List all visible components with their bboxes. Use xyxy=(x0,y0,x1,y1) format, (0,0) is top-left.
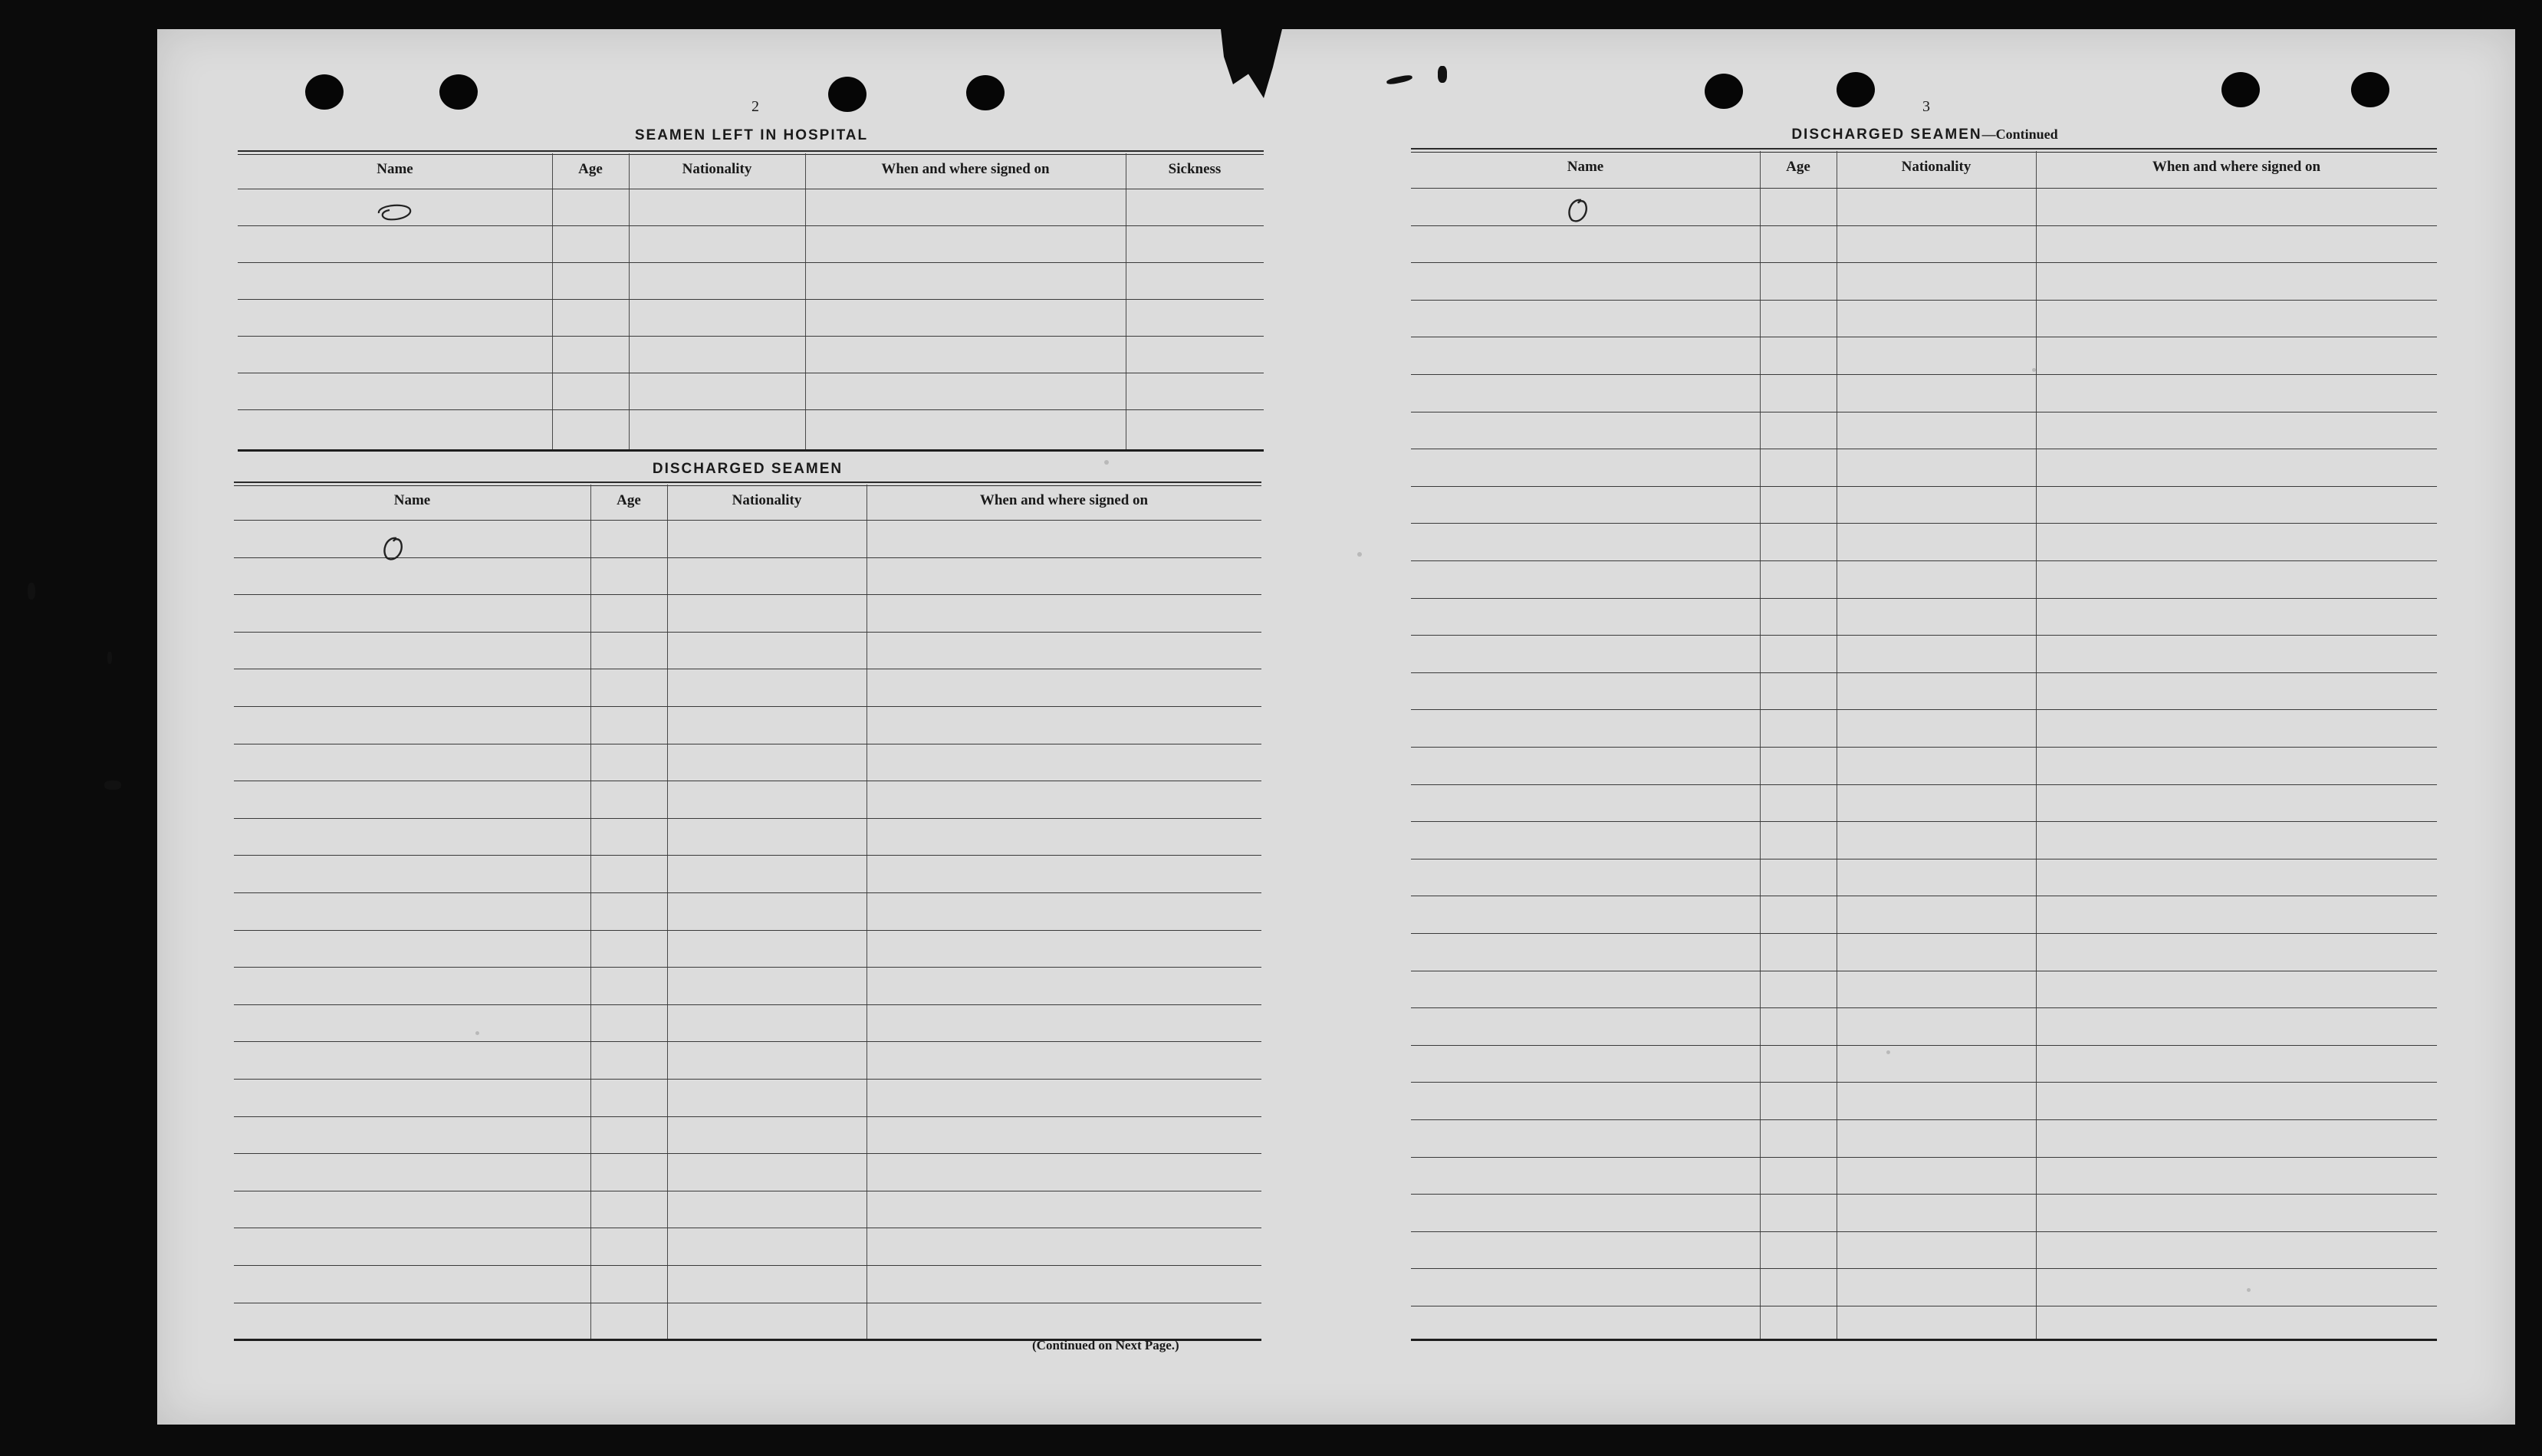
column-header-age: Age xyxy=(617,492,641,508)
table-row xyxy=(234,818,1261,819)
punch-hole xyxy=(1837,72,1875,107)
table-row xyxy=(1411,262,2437,263)
table-row xyxy=(1411,598,2437,599)
table-header-row xyxy=(234,492,1261,515)
punch-hole xyxy=(439,74,478,110)
table-bottom-rule xyxy=(238,449,1264,452)
table-row xyxy=(1411,635,2437,636)
column-header-nationality: Nationality xyxy=(682,161,752,177)
punch-hole xyxy=(2221,72,2260,107)
discharged-continued-title-suffix: —Continued xyxy=(1981,127,2058,142)
table-header-row xyxy=(238,161,1264,184)
table-row xyxy=(238,336,1264,337)
dust-speck xyxy=(475,1031,479,1035)
discharged-section-title: DISCHARGED SEAMEN xyxy=(652,461,843,477)
table-top-rule xyxy=(234,481,1261,486)
column-divider xyxy=(629,153,630,450)
table-row xyxy=(1411,1268,2437,1269)
table-row xyxy=(234,1153,1261,1154)
table-row xyxy=(1411,1157,2437,1158)
punch-hole xyxy=(828,77,867,112)
discharged-table xyxy=(234,481,1261,1340)
table-row xyxy=(1411,784,2437,785)
table-row xyxy=(234,1041,1261,1042)
table-row xyxy=(234,967,1261,968)
discharged-continued-table xyxy=(1411,148,2437,1340)
table-row xyxy=(1411,188,2437,189)
column-header-nationality: Nationality xyxy=(732,492,802,508)
column-divider xyxy=(590,485,591,1340)
column-header-age: Age xyxy=(1786,159,1810,175)
table-row xyxy=(234,930,1261,931)
table-bottom-rule xyxy=(1411,1339,2437,1341)
ink-speck xyxy=(1438,66,1447,83)
table-row xyxy=(238,409,1264,410)
dust-speck xyxy=(1104,460,1109,465)
table-row xyxy=(234,632,1261,633)
page-number-left: 2 xyxy=(751,98,759,115)
discharged-continued-title xyxy=(1718,127,2132,143)
table-row xyxy=(1411,1082,2437,1083)
table-row xyxy=(1411,672,2437,673)
table-row xyxy=(234,892,1261,893)
table-row xyxy=(1411,1007,2437,1008)
handwritten-zero-mark xyxy=(373,201,419,224)
table-row xyxy=(1411,747,2437,748)
column-header-sickness: Sickness xyxy=(1168,161,1222,177)
table-top-rule xyxy=(1411,148,2437,153)
dust-speck xyxy=(2032,368,2036,372)
column-header-signed-on: When and where signed on xyxy=(881,161,1050,177)
column-divider xyxy=(1760,151,1761,1340)
table-row xyxy=(1411,1231,2437,1232)
table-row xyxy=(234,520,1261,521)
hospital-section-title: SEAMEN LEFT IN HOSPITAL xyxy=(634,127,869,143)
table-row xyxy=(234,706,1261,707)
column-header-name: Name xyxy=(1567,159,1604,175)
table-row xyxy=(238,262,1264,263)
table-row xyxy=(234,1079,1261,1080)
column-divider xyxy=(2036,151,2037,1340)
continued-footer-note: (Continued on Next Page.) xyxy=(1032,1338,1179,1352)
table-row xyxy=(1411,1045,2437,1046)
table-top-rule xyxy=(238,150,1264,155)
punch-hole xyxy=(966,75,1005,110)
table-row xyxy=(1411,709,2437,710)
column-header-nationality: Nationality xyxy=(1901,159,1971,175)
column-header-signed-on: When and where signed on xyxy=(979,492,1149,508)
column-divider xyxy=(667,485,668,1340)
handwritten-zero-mark xyxy=(1561,196,1595,226)
table-row xyxy=(1411,486,2437,487)
table-row xyxy=(238,299,1264,300)
table-row xyxy=(234,1265,1261,1266)
table-header-row xyxy=(1411,159,2437,182)
column-header-name: Name xyxy=(377,161,413,177)
punch-hole xyxy=(2351,72,2389,107)
column-header-name: Name xyxy=(393,492,431,508)
ink-speck xyxy=(28,583,35,600)
ink-speck xyxy=(107,652,112,664)
hospital-table xyxy=(238,150,1264,453)
column-divider xyxy=(805,153,806,450)
table-row xyxy=(1411,374,2437,375)
table-row xyxy=(234,594,1261,595)
page-number-right: 3 xyxy=(1922,98,1930,115)
table-row xyxy=(1411,300,2437,301)
column-header-signed-on: When and where signed on xyxy=(2152,159,2321,175)
table-row xyxy=(234,1116,1261,1117)
table-row xyxy=(1411,1119,2437,1120)
table-row xyxy=(1411,560,2437,561)
table-row xyxy=(238,225,1264,226)
table-row xyxy=(234,1004,1261,1005)
dust-speck xyxy=(2247,1288,2251,1292)
table-row xyxy=(1411,821,2437,822)
table-row xyxy=(1411,523,2437,524)
punch-hole xyxy=(1705,74,1743,109)
table-row xyxy=(234,855,1261,856)
discharged-continued-title-main: DISCHARGED SEAMEN xyxy=(1791,127,1982,143)
handwritten-zero-mark xyxy=(377,534,410,564)
ink-speck xyxy=(104,781,121,790)
dust-speck xyxy=(1357,552,1362,557)
table-row xyxy=(1411,933,2437,934)
dust-speck xyxy=(1886,1050,1890,1054)
table-row xyxy=(1411,1194,2437,1195)
column-divider xyxy=(552,153,553,450)
column-header-age: Age xyxy=(578,161,603,177)
punch-hole xyxy=(305,74,344,110)
